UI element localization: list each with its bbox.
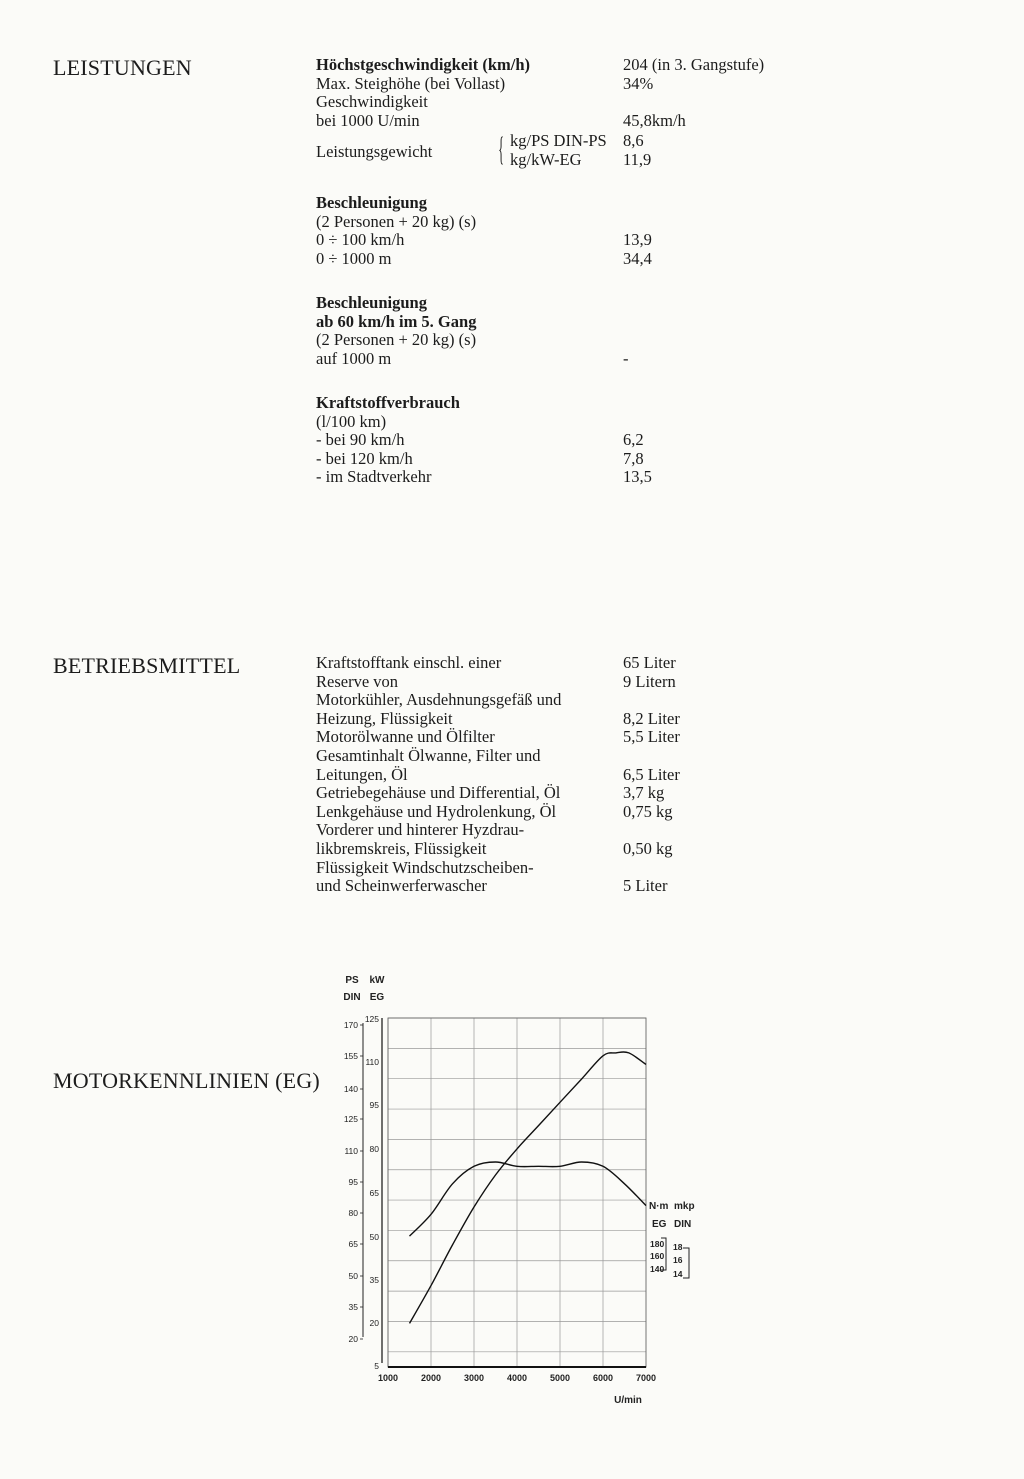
spec-row <box>316 654 776 673</box>
mkp-tick-label: 18 <box>673 1242 683 1252</box>
spec-label: Geschwindigkeit <box>316 92 428 112</box>
spec-row <box>316 859 776 878</box>
mkp-bracket <box>683 1248 689 1278</box>
spec-value: 34,4 <box>623 248 652 268</box>
axis-header-din-right: DIN <box>674 1219 692 1230</box>
spec-label: - im Stadtverkehr <box>316 467 432 487</box>
power-curve <box>410 1052 647 1323</box>
leistungen-table <box>316 56 776 130</box>
spec-value: 8,6 <box>623 131 644 150</box>
spec-row <box>316 450 776 469</box>
spec-value: 5 Liter <box>623 876 668 896</box>
ps-tick-label: 95 <box>348 1177 358 1187</box>
spec-row <box>316 710 776 729</box>
spec-label: (l/100 km) <box>316 411 387 431</box>
spec-row <box>316 766 776 785</box>
engine-chart-svg <box>330 965 710 1415</box>
spec-label: Max. Steighöhe (bei Vollast) <box>316 73 506 93</box>
unit-label: kg/kW-EG <box>510 150 582 169</box>
axis-header-mkp: mkp <box>674 1201 695 1212</box>
ps-tick-label: 170 <box>343 1020 358 1030</box>
x-tick-label: 4000 <box>506 1373 528 1383</box>
spec-row <box>316 673 776 692</box>
spec-label: Lenkgehäuse und Hydrolenkung, Öl <box>316 801 557 821</box>
spec-row <box>316 56 776 75</box>
spec-label: likbremskreis, Flüssigkeit <box>316 838 487 858</box>
ps-tick-label: 50 <box>348 1271 358 1281</box>
subsection-title: Kraftstoffverbrauch <box>316 393 460 412</box>
spec-row <box>316 803 776 822</box>
kw-tick-label: 5 <box>374 1361 379 1371</box>
spec-value: 7,8 <box>623 448 644 468</box>
spec-row <box>316 784 776 803</box>
kraftstoff-table <box>316 394 776 487</box>
spec-row <box>316 747 776 766</box>
spec-value: 11,9 <box>623 150 652 169</box>
spec-row <box>316 213 776 232</box>
x-tick-label: 6000 <box>592 1373 614 1383</box>
axis-header-ps: PS <box>345 975 359 986</box>
kw-tick-label: 80 <box>369 1144 379 1154</box>
spec-label: Vorderer und hinterer Hyzdrau- <box>316 820 525 840</box>
spec-label: auf 1000 m <box>316 348 392 368</box>
axis-header-din: DIN <box>343 992 361 1003</box>
spec-value: 13,5 <box>623 467 652 487</box>
axis-header-kw: kW <box>369 975 385 986</box>
spec-label: und Scheinwerferwascher <box>316 876 487 896</box>
spec-row <box>316 821 776 840</box>
spec-label: Getriebegehäuse und Differential, Öl <box>316 783 561 803</box>
spec-row <box>316 877 776 896</box>
beschleunigung-table <box>316 194 776 268</box>
x-tick-label: 2000 <box>420 1373 442 1383</box>
spec-value: 5,5 Liter <box>623 727 680 747</box>
ps-tick-label: 80 <box>348 1208 358 1218</box>
spec-label: Reserve von <box>316 671 399 691</box>
kw-tick-label: 65 <box>369 1188 379 1198</box>
unit-label: kg/PS DIN-PS <box>510 131 607 150</box>
spec-label: (2 Personen + 20 kg) (s) <box>316 330 477 350</box>
kw-tick-label: 35 <box>369 1275 379 1285</box>
spec-row <box>316 350 776 369</box>
spec-value: 8,2 Liter <box>623 708 680 728</box>
spec-value: 65 Liter <box>623 653 676 672</box>
kw-tick-label: 95 <box>369 1100 379 1110</box>
spec-row <box>316 840 776 859</box>
spec-row <box>316 468 776 487</box>
spec-label: Leitungen, Öl <box>316 764 408 784</box>
spec-row <box>316 728 776 747</box>
spec-label: Leistungsgewicht <box>316 142 433 161</box>
spec-row <box>316 331 776 350</box>
kw-tick-label: 125 <box>364 1014 379 1024</box>
spec-label: Motorkühler, Ausdehnungsgefäß und <box>316 690 562 710</box>
spec-value: 6,5 Liter <box>623 764 680 784</box>
kw-tick-label: 20 <box>369 1318 379 1328</box>
spec-value: 0,50 kg <box>623 838 673 858</box>
spec-row <box>316 93 776 112</box>
axis-header-eg: EG <box>369 992 385 1003</box>
spec-label: Kraftstofftank einschl. einer <box>316 653 502 672</box>
spec-value: 3,7 kg <box>623 783 665 803</box>
section-heading-motorkennlinien: MOTORKENNLINIEN (EG) <box>53 1068 320 1093</box>
spec-row <box>316 250 776 269</box>
betriebsmittel-table <box>316 654 776 896</box>
spec-label: - bei 90 km/h <box>316 430 405 450</box>
brace-icon: { <box>498 131 505 168</box>
spec-row <box>316 413 776 432</box>
axis-header-nm: N·m <box>649 1201 669 1212</box>
spec-value: 204 (in 3. Gangstufe) <box>623 55 765 74</box>
nm-tick-label: 160 <box>650 1251 665 1261</box>
section-heading-betriebsmittel: BETRIEBSMITTEL <box>53 653 241 678</box>
spec-label: (2 Personen + 20 kg) (s) <box>316 211 477 231</box>
spec-label: Heizung, Flüssigkeit <box>316 708 453 728</box>
spec-label: Höchstgeschwindigkeit (km/h) <box>316 55 531 74</box>
spec-value: 45,8km/h <box>623 110 686 130</box>
spec-row <box>316 112 776 131</box>
spec-label: Motorölwanne und Ölfilter <box>316 727 495 747</box>
spec-label: 0 ÷ 100 km/h <box>316 230 405 250</box>
subsection-title: ab 60 km/h im 5. Gang <box>316 311 477 331</box>
spec-label: - bei 120 km/h <box>316 448 413 468</box>
torque-curve <box>410 1162 647 1236</box>
ps-tick-label: 125 <box>343 1114 358 1124</box>
section-heading-leistungen: LEISTUNGEN <box>53 55 192 80</box>
spec-value: 6,2 <box>623 430 644 450</box>
spec-value: 34% <box>623 73 654 93</box>
engine-chart <box>330 965 710 1415</box>
spec-label: Gesamtinhalt Ölwanne, Filter und <box>316 745 541 765</box>
spec-label: 0 ÷ 1000 m <box>316 248 392 268</box>
ps-tick-label: 65 <box>348 1239 358 1249</box>
spec-row <box>316 231 776 250</box>
kw-tick-label: 50 <box>369 1232 379 1242</box>
ps-tick-label: 110 <box>344 1146 358 1156</box>
leistungsgewicht-row <box>316 131 776 171</box>
spec-value: 9 Litern <box>623 671 676 691</box>
nm-tick-label: 180 <box>650 1239 665 1249</box>
kw-tick-label: 110 <box>365 1057 379 1067</box>
x-tick-label: 3000 <box>463 1373 485 1383</box>
x-tick-label: 1000 <box>377 1373 399 1383</box>
x-axis-label: U/min <box>614 1395 642 1406</box>
spec-value: - <box>623 348 629 368</box>
spec-value: 0,75 kg <box>623 801 673 821</box>
subsection-title: Beschleunigung <box>316 293 427 312</box>
nm-tick-label: 140 <box>650 1264 665 1274</box>
spec-value: 13,9 <box>623 230 652 250</box>
ps-tick-label: 155 <box>343 1051 358 1061</box>
spec-row <box>316 431 776 450</box>
mkp-tick-label: 16 <box>673 1255 683 1265</box>
x-tick-label: 7000 <box>635 1373 657 1383</box>
spec-label: Flüssigkeit Windschutzscheiben- <box>316 857 534 877</box>
axis-header-eg-right: EG <box>652 1219 667 1230</box>
ps-tick-label: 20 <box>348 1334 358 1344</box>
ps-tick-label: 35 <box>348 1302 358 1312</box>
spec-row <box>316 691 776 710</box>
mkp-tick-label: 14 <box>673 1269 683 1279</box>
spec-label: bei 1000 U/min <box>316 110 420 130</box>
ps-tick-label: 140 <box>343 1084 358 1094</box>
spec-row <box>316 75 776 94</box>
subsection-title: Beschleunigung <box>316 193 427 212</box>
beschleunigung-gang-table <box>316 294 776 368</box>
x-tick-label: 5000 <box>549 1373 571 1383</box>
